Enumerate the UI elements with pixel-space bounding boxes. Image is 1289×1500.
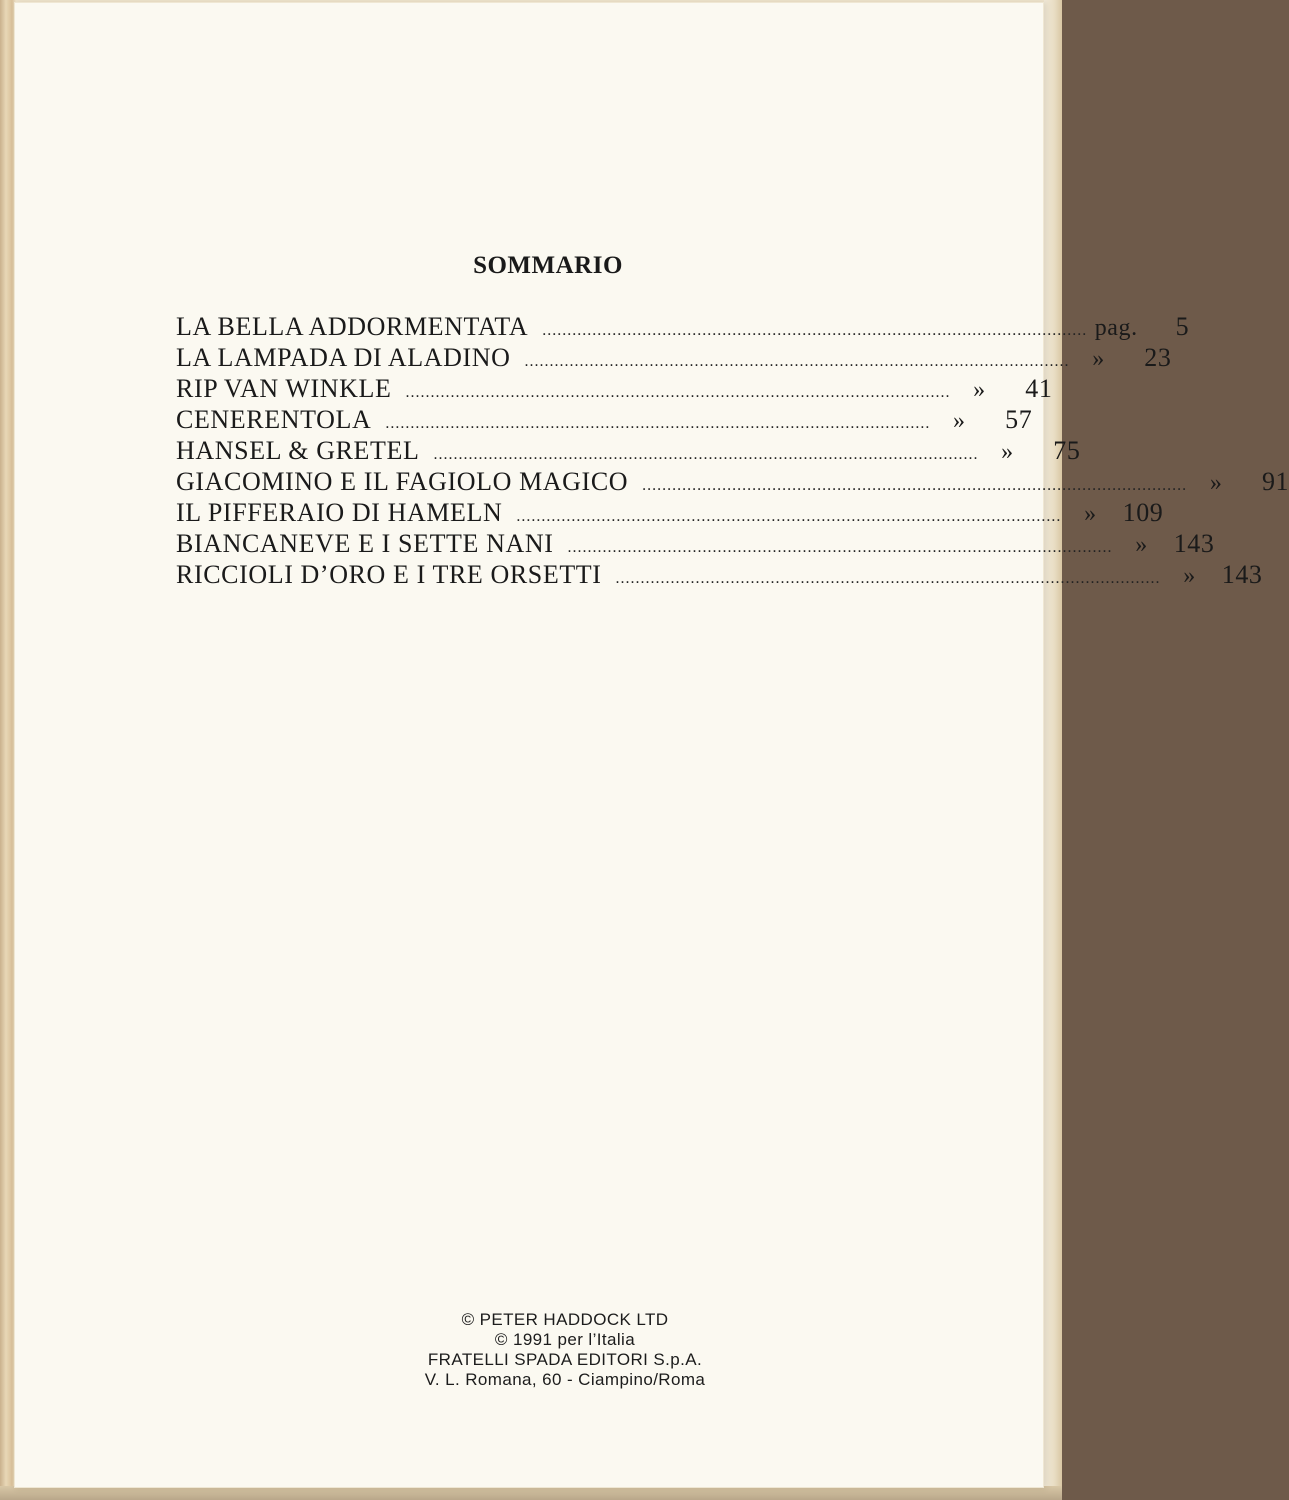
publisher-address-line: V. L. Romana, 60 - Ciampino/Roma xyxy=(424,1370,706,1389)
toc-entry-page: 41 xyxy=(1025,374,1053,403)
toc-entry-page: 109 xyxy=(1122,498,1164,527)
toc-entry-prefix: » xyxy=(973,377,986,403)
toc-leader-dots: ............................................................................................................. xyxy=(385,415,931,432)
toc-entry-title: HANSEL & GRETEL xyxy=(176,436,420,465)
toc-entry-prefix: » xyxy=(1092,346,1105,372)
toc-entry-page: 143 xyxy=(1173,529,1215,558)
toc-leader-dots: ............................................................................................................. xyxy=(567,539,1113,556)
toc-entry-prefix: pag. xyxy=(1094,315,1138,341)
page-title: SOMMARIO xyxy=(473,252,623,279)
toc-entry[interactable] xyxy=(176,312,1190,343)
toc-entry-title: RICCIOLI D’ORO E I TRE ORSETTI xyxy=(176,560,602,589)
colophon xyxy=(0,1310,1130,1390)
toc-entry-page: 75 xyxy=(1053,436,1081,465)
toc-entry[interactable] xyxy=(176,374,1053,405)
copyright-italy-line: © 1991 per l’Italia xyxy=(494,1330,636,1349)
toc-leader-dots: ............................................................................................................. xyxy=(405,384,951,401)
toc-entry-page: 5 xyxy=(1175,312,1190,341)
toc-entry-prefix: » xyxy=(1183,563,1196,589)
toc-entry-title: LA BELLA ADDORMENTATA xyxy=(176,312,529,341)
toc-leader-dots: ............................................................................................................. xyxy=(642,477,1188,494)
toc-leader-dots: ............................................................................................................. xyxy=(524,353,1070,370)
toc-entry-page: 143 xyxy=(1221,560,1263,589)
book-bottom-edge xyxy=(0,1486,1062,1500)
copyright-line: © PETER HADDOCK LTD xyxy=(461,1310,669,1329)
toc-entry-title: GIACOMINO E IL FAGIOLO MAGICO xyxy=(176,467,629,496)
toc-entry-title: BIANCANEVE E I SETTE NANI xyxy=(176,529,554,558)
page-edge xyxy=(1044,0,1062,1500)
toc-entry[interactable] xyxy=(176,529,1215,560)
toc-entry-page: 23 xyxy=(1144,343,1172,372)
toc-entry-title: IL PIFFERAIO DI HAMELN xyxy=(176,498,503,527)
toc-entry-title: RIP VAN WINKLE xyxy=(176,374,392,403)
publisher-line: FRATELLI SPADA EDITORI S.p.A. xyxy=(427,1350,703,1369)
toc-entry-prefix: » xyxy=(1084,501,1097,527)
toc-leader-dots: ............................................................................................................. xyxy=(516,508,1062,525)
toc-entry[interactable] xyxy=(176,498,1164,529)
toc-entry[interactable] xyxy=(176,405,1033,436)
toc-entry-prefix: » xyxy=(1209,470,1223,496)
toc-leader-dots: ............................................................................................................. xyxy=(542,322,1088,339)
toc-entry[interactable] xyxy=(176,467,1289,498)
toc-entry[interactable] xyxy=(176,436,1081,467)
toc-entry-page: 57 xyxy=(1005,405,1033,434)
toc-entry-prefix: » xyxy=(953,408,966,434)
toc-entry-prefix: » xyxy=(1135,532,1148,558)
toc-leader-dots: ............................................................................................................. xyxy=(433,446,979,463)
toc-entry-prefix: » xyxy=(1001,439,1014,465)
toc-entry-title: CENERENTOLA xyxy=(176,405,372,434)
book-page xyxy=(14,2,1044,1488)
toc-leader-dots: ............................................................................................................. xyxy=(615,570,1161,587)
toc-entry[interactable] xyxy=(176,560,1263,591)
table-of-contents xyxy=(176,312,1289,591)
toc-entry-title: LA LAMPADA DI ALADINO xyxy=(176,343,511,372)
toc-entry[interactable] xyxy=(176,343,1172,374)
toc-entry-page: 91 xyxy=(1261,467,1289,496)
